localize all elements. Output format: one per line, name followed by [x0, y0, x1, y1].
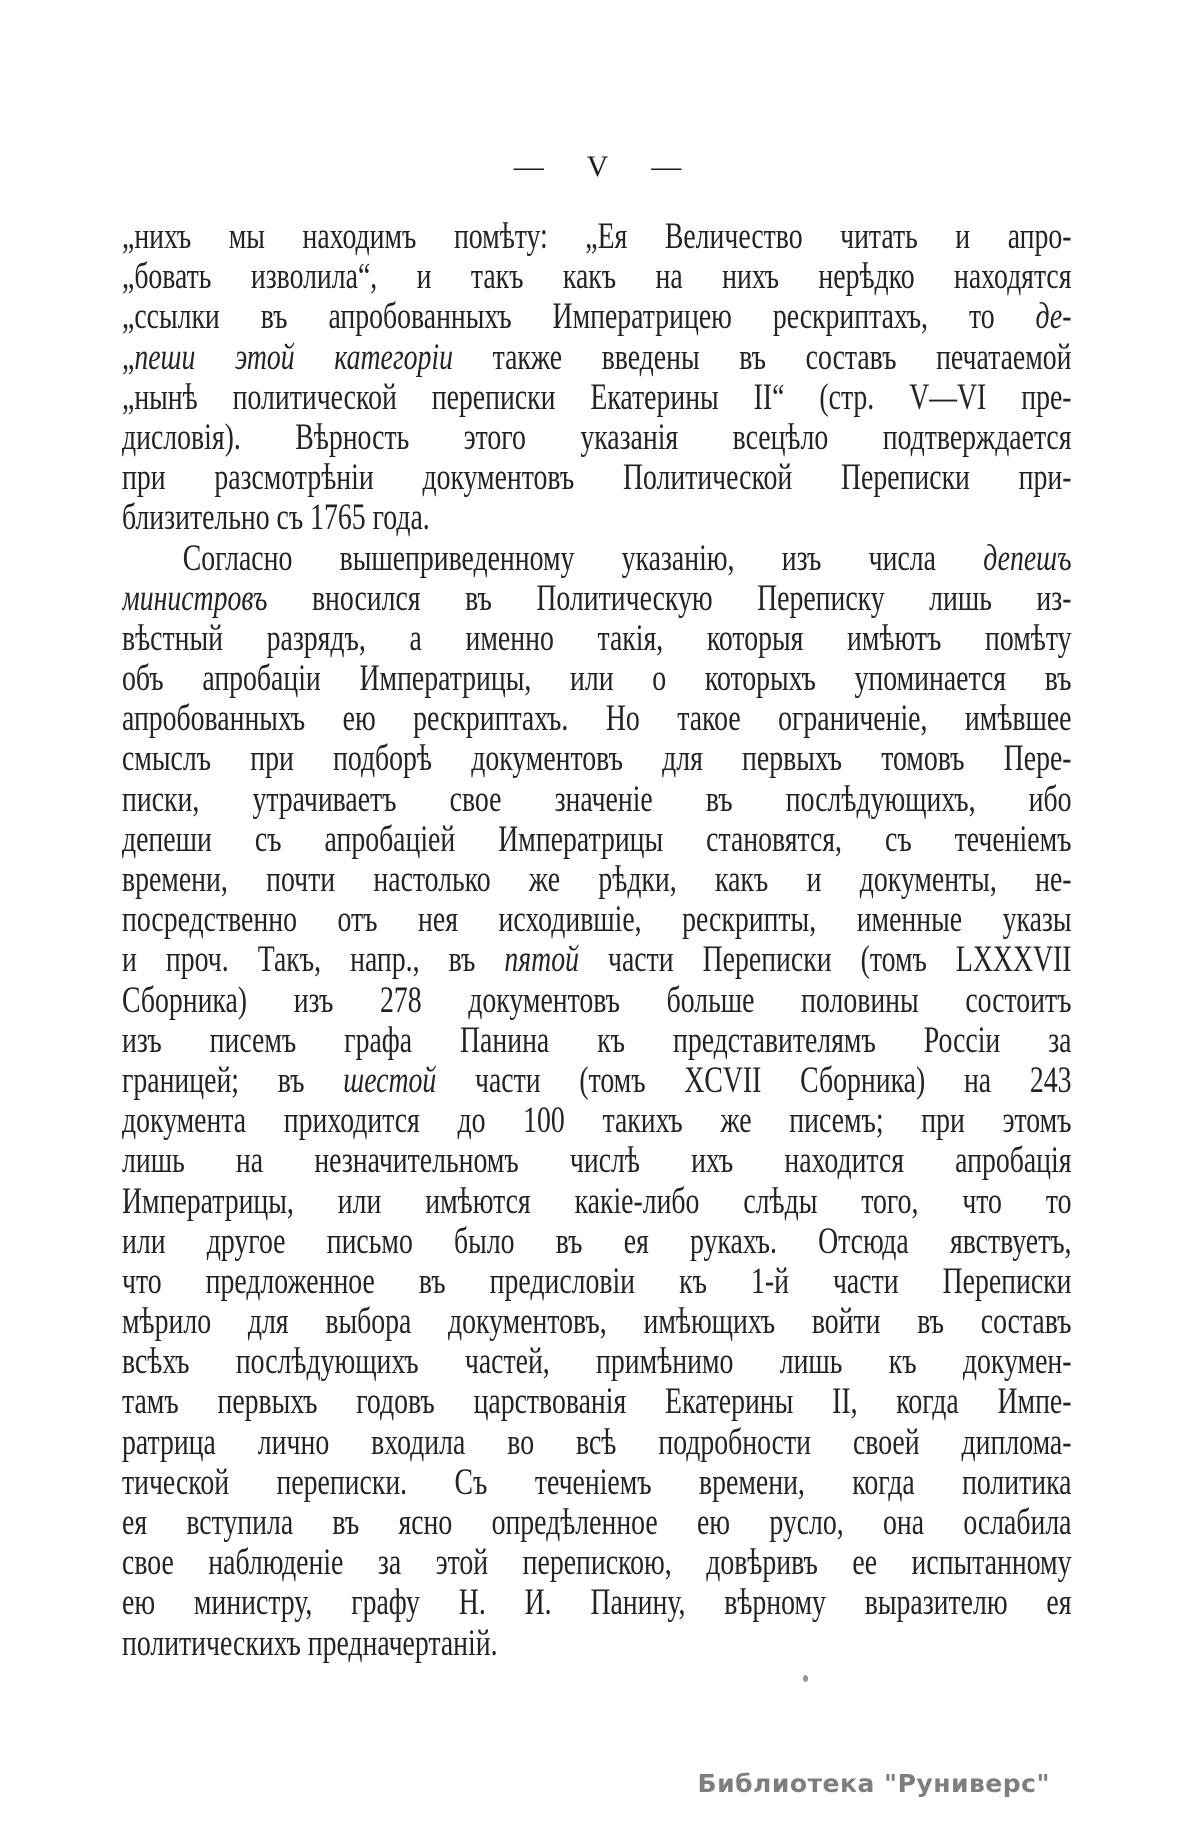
text-line: тической переписки. Съ теченіемъ времени, когда политика — [122, 1462, 1072, 1503]
text-line: ратрица лично входила во всѣ подробности своей диплома- — [122, 1422, 1072, 1463]
text-line: границей; въ шестой части (томъ XCVII Сборника) на 243 — [122, 1060, 1072, 1101]
text-line: ею министру, графу Н. И. Панину, вѣрному выразителю ея — [122, 1583, 1072, 1624]
text-block — [122, 217, 1072, 1664]
text-line: посредственно отъ нея исходившіе, рескрипты, именные указы — [122, 900, 1072, 941]
text-line: министровъ вносился въ Политическую Переписку лишь из- — [122, 578, 1072, 619]
text-line: писки, утрачиваетъ свое значеніе въ послѣдующихъ, ибо — [122, 779, 1072, 820]
text-line: „нынѣ политической переписки Екатерины II“ (стр. V—VI пре- — [122, 377, 1072, 418]
page-number-header: — V — — [513, 150, 688, 183]
text-line: ея вступила въ ясно опредѣленное ею русло, она ослабила — [122, 1503, 1072, 1543]
text-line: или другое письмо было въ ея рукахъ. Отсюда явствуетъ, — [122, 1221, 1072, 1262]
text-line: вѣстный разрядъ, а именно такія, которыя имѣютъ помѣту — [122, 618, 1072, 659]
text-line: апробованныхъ ею рескриптахъ. Но такое ограниченіе, имѣвшее — [122, 699, 1072, 740]
text-line: депеши съ апробаціей Императрицы становятся, съ теченіемъ — [122, 819, 1072, 860]
library-watermark: Библиотека "Руниверс" — [697, 1769, 1050, 1798]
text-line: свое наблюденіе за этой перепискою, довѣривъ ее испытанному — [122, 1543, 1072, 1584]
text-line: Согласно вышеприведенному указанію, изъ числа депешъ — [182, 538, 1072, 579]
text-line: „нихъ мы находимъ помѣту: „Ея Величество читать и апро- — [122, 217, 1072, 257]
text-line: объ апробаціи Императрицы, или о которыхъ упоминается въ — [122, 659, 1072, 700]
text-line: „ссылки въ апробованныхъ Императрицею рескриптахъ, то де- — [122, 297, 1072, 338]
text-line: при разсмотрѣніи документовъ Политической Переписки при- — [122, 458, 1072, 499]
text-line: и проч. Такъ, напр., въ пятой части Переписки (томъ LXXXVII — [122, 940, 1072, 981]
text-line: лишь на незначительномъ числѣ ихъ находится апробація — [122, 1141, 1072, 1182]
text-line: мѣрило для выбора документовъ, имѣющихъ войти въ составъ — [122, 1302, 1072, 1343]
text-line: смыслъ при подборѣ документовъ для первыхъ томовъ Пере- — [122, 739, 1072, 780]
text-line: политическихъ предначертаній. — [122, 1623, 498, 1664]
text-line: Сборника) изъ 278 документовъ больше половины состоитъ — [122, 980, 1072, 1021]
text-line: „пеши этой категоріи также введены въ составъ печатаемой — [122, 337, 1072, 378]
scan-speck — [803, 1675, 808, 1682]
text-line: всѣхъ послѣдующихъ частей, примѣнимо лишь къ докумен- — [122, 1342, 1072, 1383]
text-line: „бовать изволила“, и такъ какъ на нихъ нерѣдко находятся — [122, 257, 1072, 298]
text-line: тамъ первыхъ годовъ царствованія Екатерины II, когда Импе- — [122, 1382, 1072, 1423]
text-line: Императрицы, или имѣются какіе-либо слѣды того, что то — [122, 1181, 1072, 1222]
text-line: документа приходится до 100 такихъ же писемъ; при этомъ — [122, 1101, 1072, 1142]
text-line: времени, почти настолько же рѣдки, какъ и документы, не- — [122, 860, 1072, 900]
text-line: дисловія). Вѣрность этого указанія всецѣло подтверждается — [122, 417, 1072, 458]
text-line: близительно съ 1765 года. — [122, 498, 430, 539]
text-line: что предложенное въ предисловіи къ 1-й части Переписки — [122, 1261, 1072, 1302]
text-line: изъ писемъ графа Панина къ представителямъ Россіи за — [122, 1020, 1072, 1061]
